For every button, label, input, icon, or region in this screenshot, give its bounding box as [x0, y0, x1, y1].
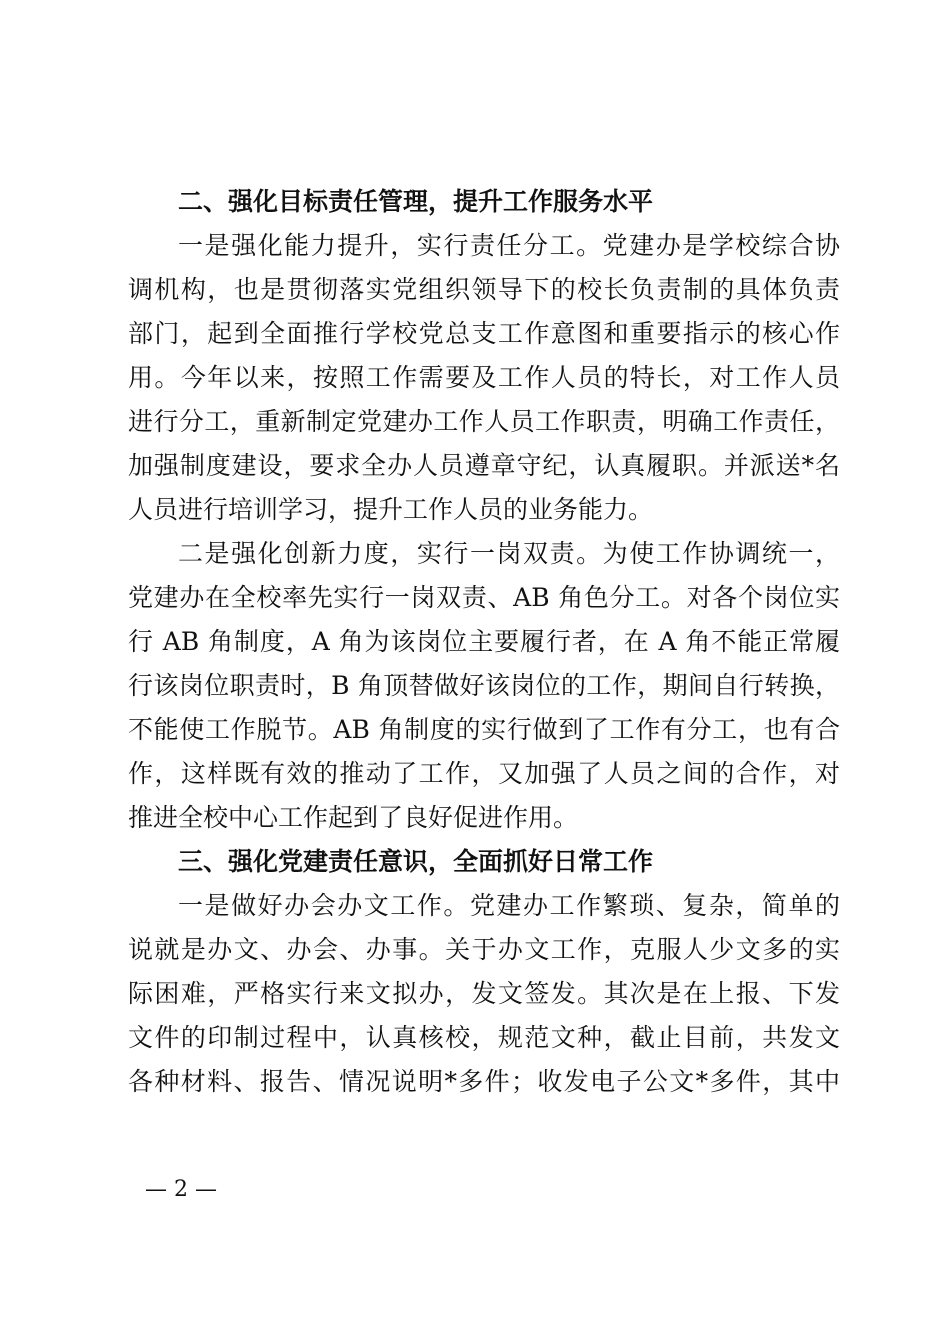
paragraph-line: 推进全校中心工作起到了良好促进作用。 — [128, 803, 579, 832]
paragraph-line: 用。今年以来，按照工作需要及工作人员的特长，对工作人员 — [128, 363, 840, 392]
paragraph-line: 一是做好办会办文工作。党建办工作繁琐、复杂，简单的 — [178, 891, 840, 920]
paragraph-line: 二是强化创新力度，实行一岗双责。为使工作协调统一， — [178, 539, 840, 568]
paragraph-line: 人员进行培训学习，提升工作人员的业务能力。 — [128, 495, 654, 524]
document-body — [128, 180, 840, 1104]
paragraph-line: 文件的印制过程中，认真核校，规范文种，截止目前，共发文 — [128, 1023, 840, 1052]
paragraph-line: 行 AB 角制度，A 角为该岗位主要履行者，在 A 角不能正常履 — [128, 627, 840, 656]
page-number: — 2 — — [145, 1177, 217, 1202]
paragraph-line: 行该岗位职责时，B 角顶替做好该岗位的工作，期间自行转换， — [128, 671, 840, 700]
paragraph-line: 际困难，严格实行来文拟办，发文签发。其次是在上报、下发 — [128, 979, 840, 1008]
paragraph-line: 进行分工，重新制定党建办工作人员工作职责，明确工作责任， — [128, 407, 840, 436]
paragraph-line: 部门，起到全面推行学校党总支工作意图和重要指示的核心作 — [128, 319, 840, 348]
paragraph-line: 加强制度建设，要求全办人员遵章守纪，认真履职。并派送*名 — [128, 451, 840, 480]
section-2-heading: 二、强化目标责任管理，提升工作服务水平 — [178, 187, 654, 216]
paragraph-line: 各种材料、报告、情况说明*多件；收发电子公文*多件，其中 — [128, 1067, 840, 1096]
paragraph-line: 一是强化能力提升，实行责任分工。党建办是学校综合协 — [178, 231, 840, 260]
section-3-heading: 三、强化党建责任意识，全面抓好日常工作 — [178, 847, 654, 876]
section-2-paragraph-1 — [128, 224, 840, 532]
paragraph-line: 说就是办文、办会、办事。关于办文工作，克服人少文多的实 — [128, 935, 840, 964]
paragraph-line: 作，这样既有效的推动了工作，又加强了人员之间的合作，对 — [128, 759, 840, 788]
section-3-paragraph-1 — [128, 884, 840, 1104]
paragraph-line: 党建办在全校率先实行一岗双责、AB 角色分工。对各个岗位实 — [128, 583, 840, 612]
section-2-paragraph-2 — [128, 532, 840, 840]
paragraph-line: 不能使工作脱节。AB 角制度的实行做到了工作有分工，也有合 — [128, 715, 840, 744]
paragraph-line: 调机构，也是贯彻落实党组织领导下的校长负责制的具体负责 — [128, 275, 840, 304]
